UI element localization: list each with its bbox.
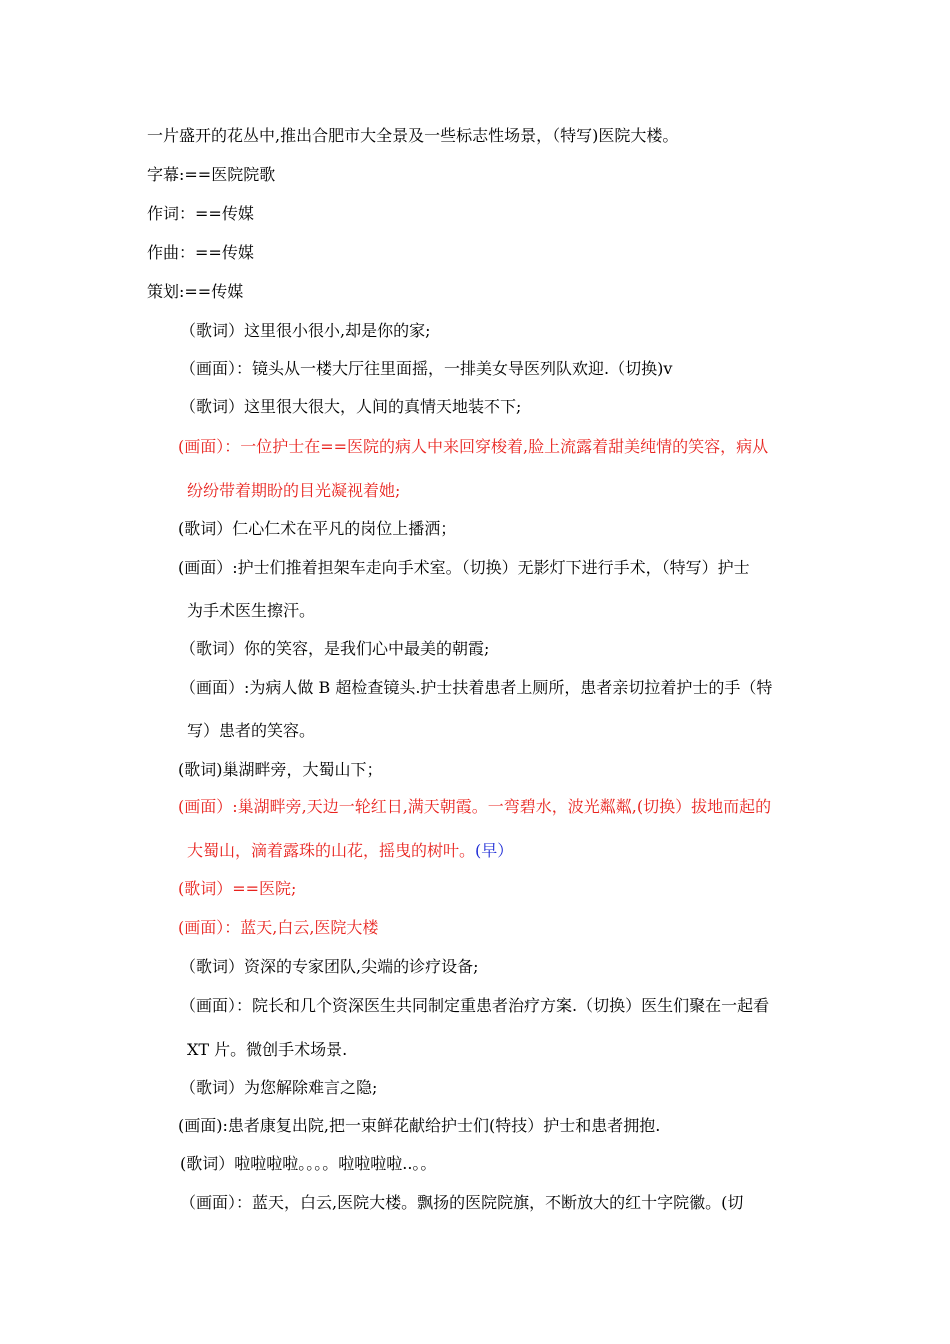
lyrics-line: （歌词）这里很小很小,却是你的家; [180,321,431,340]
scene-line: （画面）：蓝天，白云,医院大楼。飘扬的医院院旗，不断放大的红十字院徽。(切 [180,1193,744,1212]
scene-line-cont: XT 片。微创手术场景. [187,1040,348,1059]
lyrics-line: (歌词)巢湖畔旁，大蜀山下； [178,760,383,779]
lyrics-line: （歌词）你的笑容，是我们心中最美的朝霞; [180,639,490,658]
scene-line: （画面）：镜头从一楼大厅往里面摇，一排美女导医列队欢迎.（切换)v [180,359,673,378]
lyrics-line: （歌词）资深的专家团队,尖端的诊疗设备; [180,957,479,976]
scene-line: (画面):患者康复出院,把一束鲜花献给护士们(特技）护士和患者拥抱. [178,1116,661,1135]
lyrics-line: (歌词）仁心仁术在平凡的岗位上播洒； [178,519,457,538]
scene-line-cont: 为手术医生擦汗。 [187,601,316,620]
scene-line: (画面）:护士们推着担架车走向手术室。（切换）无影灯下进行手术，（特写）护士 [178,558,750,577]
scene-line: （画面）:为病人做 B 超检查镜头.护士扶着患者上厕所，患者亲切拉着护士的手（特 [180,678,773,697]
lyrics-line-highlight: (歌词）==医院; [178,879,297,898]
scene-line-highlight-cont: 纷纷带着期盼的目光凝视着她; [187,481,401,500]
lyrics-line: （歌词）为您解除难言之隐; [180,1078,378,1097]
scene-line-highlight: (画面）:巢湖畔旁,天边一轮红日,满天朝霞。一弯碧水，波光粼粼,(切换）拔地而起的 [178,797,772,816]
planner-line: 策划:==传媒 [147,282,244,301]
scene-line-highlight: (画面）：蓝天,白云,医院大楼 [178,918,379,937]
scene-line: （画面）：院长和几个资深医生共同制定重患者治疗方案.（切换）医生们聚在一起看 [180,996,770,1015]
lyrics-line: （歌词）这里很大很大，人间的真情天地装不下; [180,397,522,416]
intro-line: 一片盛开的花丛中,推出合肥市大全景及一些标志性场景，（特写)医院大楼。 [147,126,679,145]
lyrics-line: (歌词）啦啦啦啦。。。。啦啦啦啦..。。 [180,1154,437,1173]
composer-line: 作曲：==传媒 [147,243,254,262]
scene-line-highlight-cont [187,841,513,861]
scene-line-cont: 写）患者的笑容。 [187,721,316,740]
scene-text-red: 大蜀山，滴着露珠的山花，摇曳的树叶。 [187,841,476,860]
scene-line-highlight: (画面）：一位护士在==医院的病人中来回穿梭着,脸上流露着甜美纯情的笑容，病从 [178,437,769,456]
caption-line: 字幕:==医院院歌 [147,165,276,184]
scene-note-blue: (早） [475,841,514,860]
lyricist-line: 作词：==传媒 [147,204,254,223]
